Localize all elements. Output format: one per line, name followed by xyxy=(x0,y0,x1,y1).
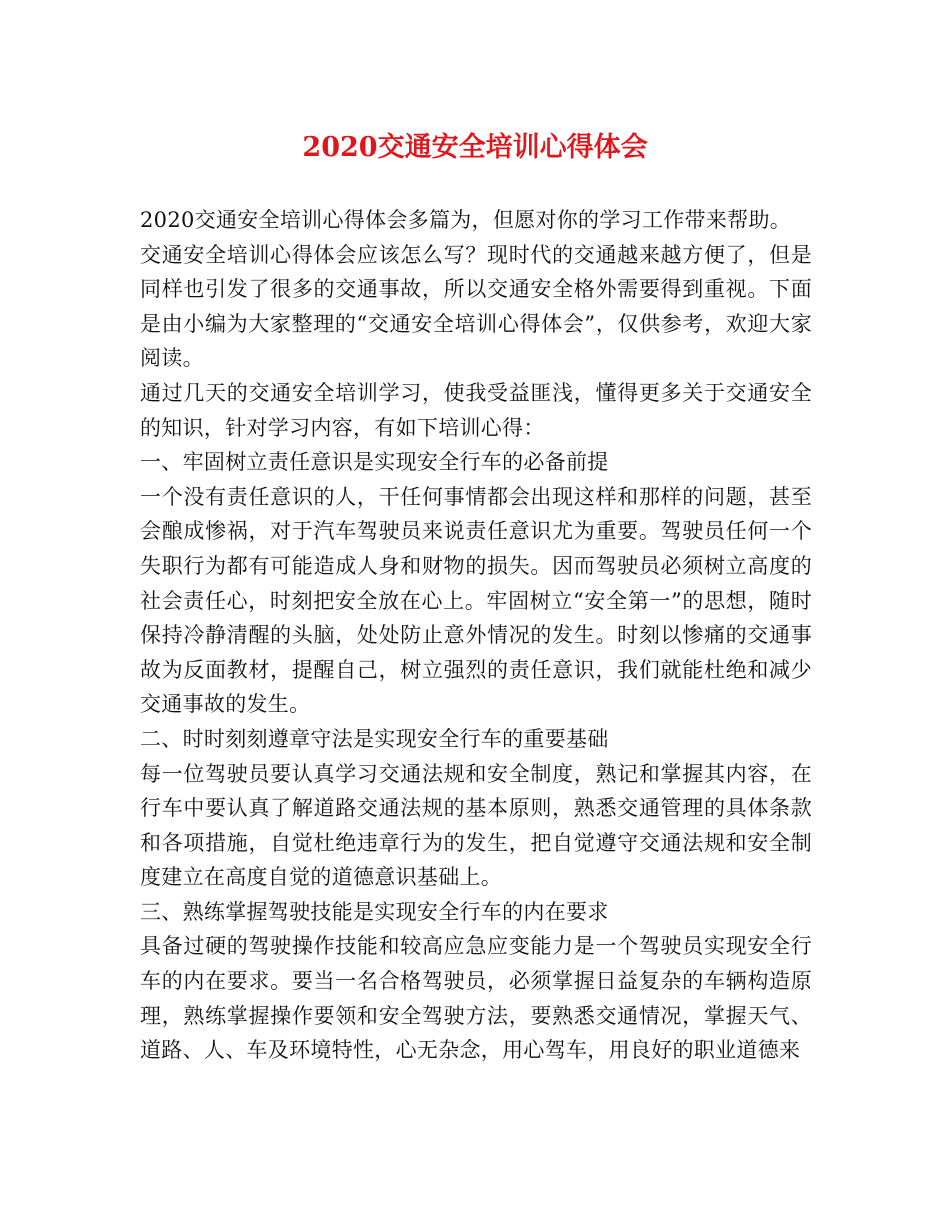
document-title: 2020交通安全培训心得体会 xyxy=(302,132,648,163)
section-body-2: 每一位驾驶员要认真学习交通法规和安全制度，熟记和掌握其内容，在行车中要认真了解道路交通法规的基本原则，熟悉交通管理的具体条款和各项措施，自觉杜绝违章行为的发生，把自觉遵守交通法规和安全制度建立在高度自觉的道德意识基础上。 xyxy=(140,761,812,890)
section-heading-3: 三、熟练掌握驾驶技能是实现安全行车的内在要求 xyxy=(140,899,609,924)
section-heading-1: 一、牢固树立责任意识是实现安全行车的必备前提 xyxy=(140,450,609,475)
section-heading-2: 二、时时刻刻遵章守法是实现安全行车的重要基础 xyxy=(140,726,609,751)
section-body-3: 具备过硬的驾驶操作技能和较高应急应变能力是一个驾驶员实现安全行车的内在要求。要当一名合格驾驶员，必须掌握日益复杂的车辆构造原理，熟练掌握操作要领和安全驾驶方法，要熟悉交通情况，掌握天气、道路、人、车及环境特性，心无杂念，用心驾车，用良好的职业道德来 xyxy=(140,934,812,1063)
opening-paragraph: 通过几天的交通安全培训学习，使我受益匪浅，懂得更多关于交通安全的知识，针对学习内容，有如下培训心得： xyxy=(140,380,812,440)
intro-paragraph-2: 交通安全培训心得体会应该怎么写？现时代的交通越来越方便了，但是同样也引发了很多的交通事故，所以交通安全格外需要得到重视。下面是由小编为大家整理的“交通安全培训心得体会”，仅供参考，欢迎大家阅读。 xyxy=(140,242,812,371)
document-body xyxy=(140,203,812,1068)
intro-paragraph: 2020交通安全培训心得体会多篇为，但愿对你的学习工作带来帮助。 xyxy=(140,208,792,232)
section-body-1: 一个没有责任意识的人，干任何事情都会出现这样和那样的问题，甚至会酿成惨祸，对于汽车驾驶员来说责任意识尤为重要。驾驶员任何一个失职行为都有可能造成人身和财物的损失。因而驾驶员必须树立高度的社会责任心，时刻把安全放在心上。牢固树立“安全第一”的思想，随时保持冷静清醒的头脑，处处防止意外情况的发生。时刻以惨痛的交通事故为反面教材，提醒自己，树立强烈的责任意识，我们就能杜绝和减少交通事故的发生。 xyxy=(140,484,812,717)
